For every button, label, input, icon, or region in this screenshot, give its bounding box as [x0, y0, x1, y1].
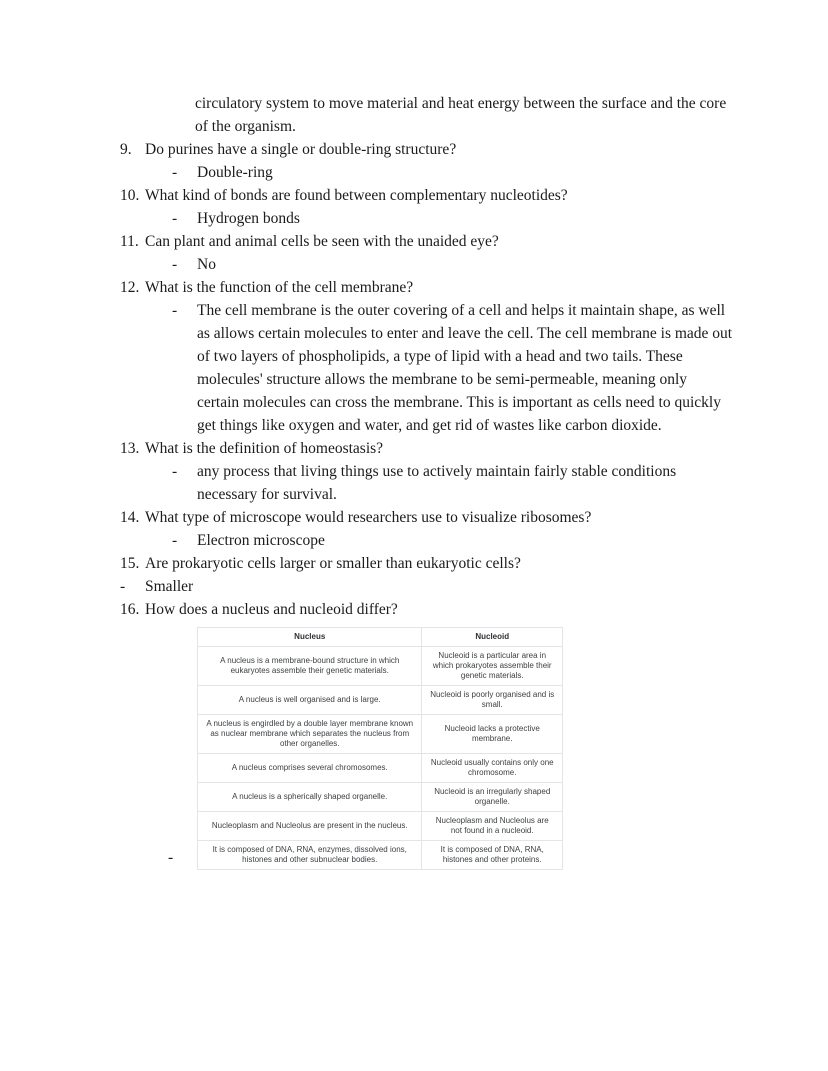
question-number: 14. — [120, 509, 140, 526]
trailing-dash: - — [168, 849, 174, 866]
question-number: 12. — [120, 279, 140, 296]
table-cell: Nucleoplasm and Nucleolus are present in the nucleus. — [198, 812, 422, 841]
question-number: 11. — [120, 233, 139, 250]
table-row — [198, 647, 563, 686]
question-text: Can plant and animal cells be seen with the unaided eye? — [145, 233, 499, 250]
table-cell: A nucleus is engirdled by a double layer membrane known as nuclear membrane which separates the nucleus from other organelles. — [198, 715, 422, 754]
table-cell: Nucleoplasm and Nucleolus are not found in a nucleoid. — [422, 812, 563, 841]
answer-dash: - — [172, 463, 178, 480]
question-text: Do purines have a single or double-ring structure? — [145, 141, 457, 158]
table-cell: Nucleoid is an irregularly shaped organelle. — [422, 783, 563, 812]
answer-text: Smaller — [145, 578, 194, 595]
table-cell: Nucleoid usually contains only one chromosome. — [422, 754, 563, 783]
question-item — [120, 506, 733, 552]
question-text: What is the definition of homeostasis? — [145, 440, 384, 457]
question-text: How does a nucleus and nucleoid differ? — [145, 601, 398, 618]
answer-text: Electron microscope — [197, 532, 325, 549]
question-number: 10. — [120, 187, 140, 204]
table-row — [198, 715, 563, 754]
table-header-cell: Nucleoid — [422, 628, 563, 647]
answer-dash: - — [172, 532, 178, 549]
question-item — [120, 552, 733, 598]
answer-text: The cell membrane is the outer covering of a cell and helps it maintain shape, as well as allows certain molecules to enter and leave the cell. The cell membrane is made out of two layers of phospholipids, a type of lipid with a head and two tails. These molecules' structure allows the membrane to be semi-permeable, meaning only certain molecules can cross the membrane. This is important as cells need to quickly get things like oxygen and water, and get rid of wastes like carbon dioxide. — [197, 302, 733, 434]
answer-line — [172, 299, 733, 437]
table-body — [198, 647, 563, 870]
question-number: 9. — [120, 141, 132, 158]
answer-line — [172, 529, 733, 552]
question-number: 13. — [120, 440, 140, 457]
answer-line — [172, 253, 733, 276]
table-cell: Nucleoid lacks a protective membrane. — [422, 715, 563, 754]
question-item — [120, 598, 733, 621]
table-row — [198, 841, 563, 870]
table-cell: It is composed of DNA, RNA, histones and other proteins. — [422, 841, 563, 870]
table-cell: It is composed of DNA, RNA, enzymes, dissolved ions, histones and other subnuclear bodies. — [198, 841, 422, 870]
question-item — [120, 437, 733, 506]
table-header-cell: Nucleus — [198, 628, 422, 647]
table-cell: A nucleus is a spherically shaped organelle. — [198, 783, 422, 812]
table-cell: Nucleoid is poorly organised and is small. — [422, 686, 563, 715]
question-text: Are prokaryotic cells larger or smaller than eukaryotic cells? — [145, 555, 521, 572]
answer-line — [172, 460, 733, 506]
question-text: What is the function of the cell membrane? — [145, 279, 414, 296]
question-row — [120, 230, 733, 253]
question-number: 15. — [120, 555, 140, 572]
answer-dash: - — [172, 256, 178, 273]
question-row — [120, 506, 733, 529]
answer-line — [120, 575, 733, 598]
table-cell: A nucleus is well organised and is large. — [198, 686, 422, 715]
question-row — [120, 552, 733, 575]
table-cell: A nucleus comprises several chromosomes. — [198, 754, 422, 783]
answer-text: No — [197, 256, 216, 273]
table-row — [198, 754, 563, 783]
answer-text: any process that living things use to actively maintain fairly stable conditions necessary for survival. — [197, 463, 677, 503]
answer-dash: - — [172, 164, 178, 181]
question-item — [120, 184, 733, 230]
table-wrap — [197, 627, 733, 870]
question-number: 16. — [120, 601, 140, 618]
table-row — [198, 686, 563, 715]
question-item — [120, 138, 733, 184]
question-row — [120, 437, 733, 460]
answer-line — [172, 161, 733, 184]
table-cell: A nucleus is a membrane-bound structure in which eukaryotes assemble their genetic materials. — [198, 647, 422, 686]
answer-dash: - — [172, 210, 178, 227]
answer-text: Hydrogen bonds — [197, 210, 300, 227]
question-row — [120, 138, 733, 161]
question-item — [120, 276, 733, 437]
continuation-paragraph: circulatory system to move material and heat energy between the surface and the core of the organism. — [195, 95, 727, 135]
question-row — [120, 598, 733, 621]
table-row — [198, 812, 563, 841]
question-row — [120, 184, 733, 207]
answer-line — [172, 207, 733, 230]
answer-text: Double-ring — [197, 164, 273, 181]
answer-dash: - — [172, 302, 178, 319]
table-row — [198, 783, 563, 812]
question-text: What type of microscope would researchers use to visualize ribosomes? — [145, 509, 592, 526]
question-text: What kind of bonds are found between complementary nucleotides? — [145, 187, 568, 204]
table-head-row — [198, 628, 563, 647]
question-row — [120, 276, 733, 299]
question-item — [120, 230, 733, 276]
question-list — [120, 138, 733, 621]
comparison-table — [197, 627, 563, 870]
answer-dash: - — [120, 578, 126, 595]
table-cell: Nucleoid is a particular area in which prokaryotes assemble their genetic materials. — [422, 647, 563, 686]
